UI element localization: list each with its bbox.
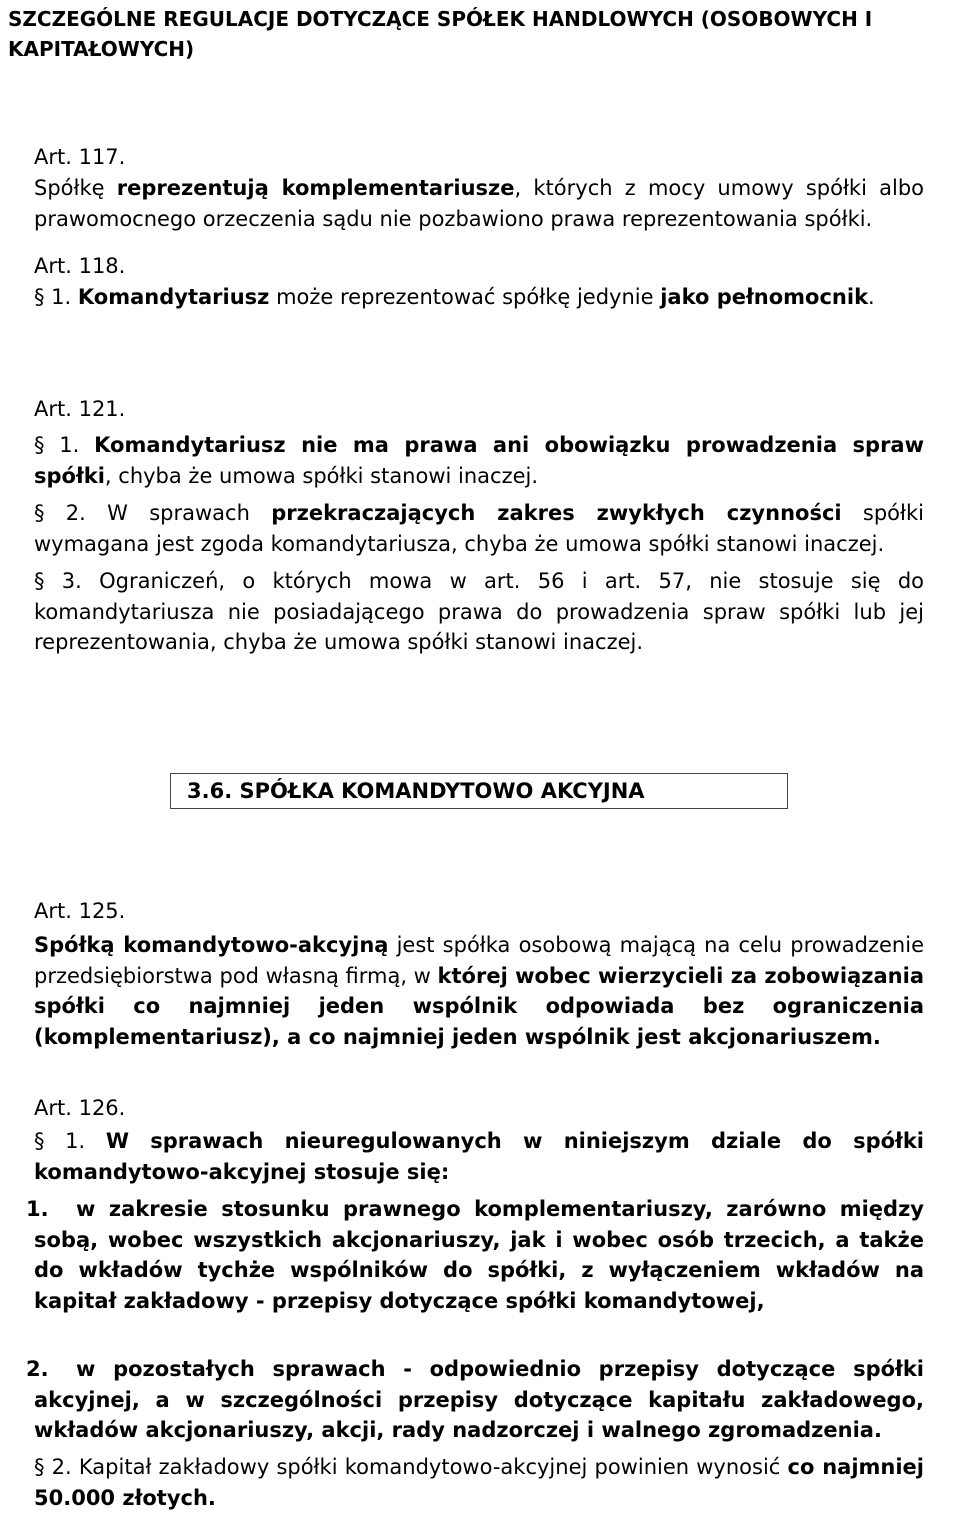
art-121-p2-t2: spółki wymagana jest zgoda komandytariusza, chyba że umowa spółki stanowi inaczej. bbox=[34, 501, 924, 556]
art-126-p1-b1: W sprawach nieuregulowanych w niniejszym dziale do spółki komandytowo-akcyjnej stosuje się: bbox=[34, 1129, 924, 1184]
art-118-p1-b2: jako pełnomocnik bbox=[660, 285, 869, 309]
art-125-text bbox=[34, 930, 924, 1052]
art-125-t1: jest spółka osobową mającą na celu prowadzenie przedsiębiorstwa pod własną firmą, w bbox=[34, 933, 924, 988]
art-126-item-1-num: 1. bbox=[26, 1197, 49, 1221]
art-126-par-2 bbox=[34, 1452, 924, 1513]
art-118-heading: Art. 118. bbox=[34, 254, 126, 278]
art-121-p3-t1: Ograniczeń, o których mowa w art. 56 i art. 57, nie stosuje się do komandytariusza nie posiadającego prawa do prowadzenia spraw spółki lub jej reprezentowania, chyba że umowa spółki stanowi inaczej. bbox=[34, 569, 924, 654]
art-121-p2-t1: W sprawach bbox=[107, 501, 272, 525]
art-126-item-1-text: w zakresie stosunku prawnego komplementariuszy, zarówno między sobą, wobec wszystkich akcjonariuszy, jak i wobec osób trzecich, a także do wkładów tychże wspólników do spółki, z wyłączeniem wkładów na kapitał zakładowy - przepisy dotyczące spółki komandytowej, bbox=[34, 1197, 924, 1313]
art-126-par-1-mark: § 1. bbox=[34, 1129, 106, 1153]
art-117-heading: Art. 117. bbox=[34, 145, 126, 169]
art-118-p1-t1: może reprezentować spółkę jedynie bbox=[269, 285, 661, 309]
art-118-p1-t2: . bbox=[868, 285, 875, 309]
art-118-p1-b1: Komandytariusz bbox=[77, 285, 270, 309]
art-117-b1: reprezentują komplementariusze bbox=[116, 176, 515, 200]
art-121-heading: Art. 121. bbox=[34, 397, 126, 421]
art-126-item-2-text: w pozostałych sprawach - odpowiednio przepisy dotyczące spółki akcyjnej, a w szczególności przepisy dotyczące kapitału zakładowego, wkładów akcjonariuszy, akcji, rady nadzorczej i walnego zgromadzenia. bbox=[34, 1357, 924, 1442]
art-126-p2-b1: co najmniej 50.000 złotych. bbox=[34, 1455, 924, 1510]
art-126-p2-t1: Kapitał zakładowy spółki komandytowo-akcyjnej powinien wynosić bbox=[78, 1455, 788, 1479]
art-121-par-1-mark: § 1. bbox=[34, 433, 95, 457]
art-126-par-2-mark: § 2. bbox=[34, 1455, 79, 1479]
art-125-b2: której wobec wierzycieli za zobowiązania spółki co najmniej jeden wspólnik odpowiada bez ograniczenia (komplementariusz), a co najmniej jeden wspólnik jest akcjonariuszem. bbox=[34, 963, 924, 1049]
section-heading-box bbox=[170, 773, 788, 809]
art-117-text bbox=[34, 173, 924, 234]
art-118-par-1 bbox=[34, 282, 924, 313]
art-126-item-2-num: 2. bbox=[26, 1357, 49, 1381]
art-121-par-2-mark: § 2. bbox=[34, 501, 108, 525]
art-117-t2: , których z mocy umowy spółki albo prawomocnego orzeczenia sądu nie pozbawiono prawa reprezentowania spółki. bbox=[34, 176, 924, 231]
art-125-b1: Spółką komandytowo-akcyjną bbox=[34, 933, 389, 957]
art-118-par-1-mark: § 1. bbox=[34, 285, 78, 309]
art-121-par-1 bbox=[34, 430, 924, 491]
art-125-heading: Art. 125. bbox=[34, 899, 126, 923]
art-121-p1-t1: , chyba że umowa spółki stanowi inaczej. bbox=[104, 463, 539, 488]
art-121-p1-b1: Komandytariusz nie ma prawa ani obowiązku prowadzenia spraw spółki bbox=[34, 433, 925, 488]
art-126-item-1 bbox=[34, 1194, 924, 1316]
art-121-par-3 bbox=[34, 566, 924, 658]
page-title: SZCZEGÓLNE REGULACJE DOTYCZĄCE SPÓŁEK HANDLOWYCH (OSOBOWYCH I KAPITAŁOWYCH) bbox=[8, 7, 873, 61]
art-126-heading: Art. 126. bbox=[34, 1096, 126, 1120]
art-126-par-1 bbox=[34, 1126, 924, 1187]
art-117-t1: Spółkę bbox=[34, 176, 117, 200]
art-121-p2-b1: przekraczających zakres zwykłych czynności bbox=[271, 501, 842, 525]
art-121-par-3-mark: § 3. bbox=[34, 569, 100, 593]
section-heading: 3.6. SPÓŁKA KOMANDYTOWO AKCYJNA bbox=[187, 779, 645, 803]
art-121-par-2 bbox=[34, 498, 924, 559]
art-126-item-2 bbox=[34, 1354, 924, 1446]
